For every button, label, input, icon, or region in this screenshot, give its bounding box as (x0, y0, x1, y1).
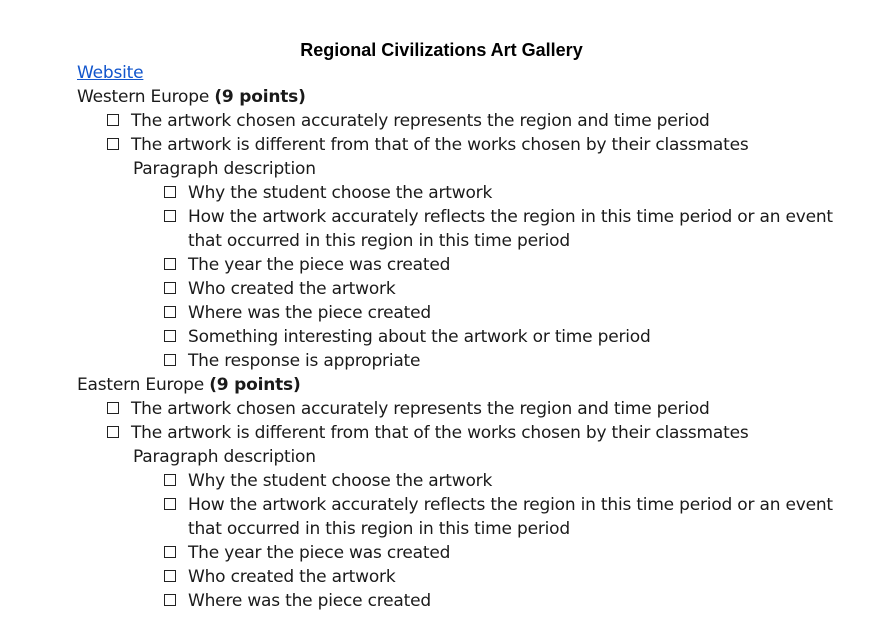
checkbox[interactable] (107, 426, 119, 438)
paragraph-item-text: Who created the artwork (188, 567, 396, 587)
paragraph-item-text: Where was the piece created (188, 591, 431, 611)
document-body (77, 61, 867, 613)
website-line (77, 61, 867, 85)
paragraph-item-text: How the artwork accurately reflects the region in this time period or an event that occurred in this region in this time period (188, 495, 833, 539)
paragraph-item (77, 181, 867, 205)
paragraph-item-text: Why the student choose the artwork (188, 183, 493, 203)
paragraph-item (77, 565, 867, 589)
criteria-item (77, 109, 867, 133)
paragraph-item (77, 493, 867, 541)
checkbox[interactable] (107, 114, 119, 126)
paragraph-item-text: How the artwork accurately reflects the region in this time period or an event that occurred in this region in this time period (188, 207, 833, 251)
checkbox[interactable] (164, 306, 176, 318)
section-points: (9 points) (209, 375, 301, 395)
checkbox[interactable] (164, 594, 176, 606)
section-points: (9 points) (214, 87, 306, 107)
paragraph-description-label: Paragraph description (133, 447, 316, 467)
paragraph-item (77, 277, 867, 301)
paragraph-description-label: Paragraph description (133, 159, 316, 179)
paragraph-item (77, 349, 867, 373)
criteria-text: The artwork is different from that of the works chosen by their classmates (131, 135, 749, 155)
paragraph-item-text: Who created the artwork (188, 279, 396, 299)
section-heading-western-europe (77, 85, 867, 109)
paragraph-item-text: Something interesting about the artwork or time period (188, 327, 651, 347)
checkbox[interactable] (164, 282, 176, 294)
paragraph-item-text: The year the piece was created (188, 543, 451, 563)
paragraph-item-text: The year the piece was created (188, 255, 451, 275)
paragraph-item (77, 541, 867, 565)
criteria-text: The artwork chosen accurately represents the region and time period (131, 111, 710, 131)
paragraph-item (77, 325, 867, 349)
paragraph-item (77, 589, 867, 613)
criteria-item (77, 397, 867, 421)
paragraph-item-text: Why the student choose the artwork (188, 471, 493, 491)
criteria-item (77, 421, 867, 445)
website-link[interactable]: Website (77, 63, 144, 83)
checkbox[interactable] (164, 354, 176, 366)
paragraph-item (77, 205, 867, 253)
checkbox[interactable] (164, 498, 176, 510)
section-region: Western Europe (77, 87, 210, 107)
criteria-item (77, 133, 867, 157)
checkbox[interactable] (164, 570, 176, 582)
checkbox[interactable] (164, 474, 176, 486)
paragraph-item (77, 253, 867, 277)
checkbox[interactable] (107, 402, 119, 414)
paragraph-item-text: The response is appropriate (188, 351, 421, 371)
paragraph-item (77, 469, 867, 493)
checkbox[interactable] (164, 210, 176, 222)
checkbox[interactable] (164, 258, 176, 270)
paragraph-item (77, 301, 867, 325)
checkbox[interactable] (107, 138, 119, 150)
checkbox[interactable] (164, 186, 176, 198)
checkbox[interactable] (164, 330, 176, 342)
section-heading-eastern-europe (77, 373, 867, 397)
section-region: Eastern Europe (77, 375, 204, 395)
checkbox[interactable] (164, 546, 176, 558)
paragraph-item-text: Where was the piece created (188, 303, 431, 323)
document-title: Regional Civilizations Art Gallery (300, 40, 583, 60)
criteria-text: The artwork chosen accurately represents the region and time period (131, 399, 710, 419)
criteria-text: The artwork is different from that of the works chosen by their classmates (131, 423, 749, 443)
